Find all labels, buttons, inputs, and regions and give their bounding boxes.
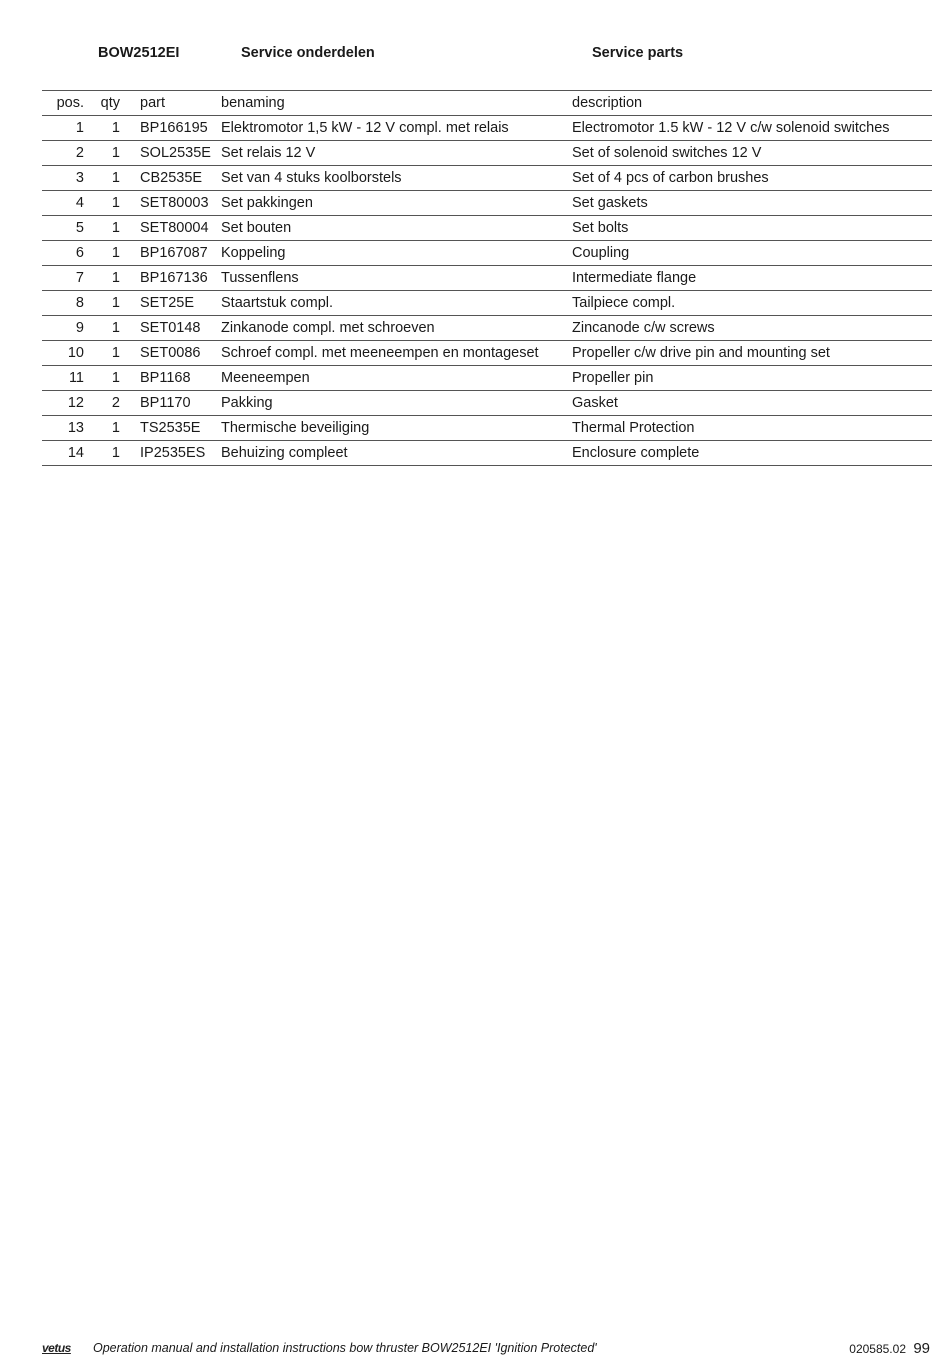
cell-pos: 10 bbox=[42, 341, 84, 366]
cell-benaming: Meeneempen bbox=[221, 366, 572, 391]
cell-description: Enclosure complete bbox=[572, 441, 932, 466]
cell-benaming: Set relais 12 V bbox=[221, 141, 572, 166]
cell-pos: 13 bbox=[42, 416, 84, 441]
cell-qty: 1 bbox=[84, 191, 120, 216]
cell-description: Set of 4 pcs of carbon brushes bbox=[572, 166, 932, 191]
title-english: Service parts bbox=[592, 45, 684, 61]
cell-benaming: Behuizing compleet bbox=[221, 441, 572, 466]
cell-description: Propeller pin bbox=[572, 366, 932, 391]
cell-benaming: Pakking bbox=[221, 391, 572, 416]
cell-description: Coupling bbox=[572, 241, 932, 266]
cell-qty: 1 bbox=[84, 416, 120, 441]
cell-description: Thermal Protection bbox=[572, 416, 932, 441]
model-title: BOW2512EI bbox=[98, 45, 180, 61]
cell-part: BP166195 bbox=[120, 116, 221, 141]
cell-benaming: Staartstuk compl. bbox=[221, 291, 572, 316]
column-header-benaming: benaming bbox=[221, 91, 572, 116]
document-number: 020585.02 bbox=[849, 1342, 906, 1356]
cell-benaming: Elektromotor 1,5 kW - 12 V compl. met relais bbox=[221, 116, 572, 141]
footer-title: Operation manual and installation instructions bow thruster BOW2512EI 'Ignition Protected' bbox=[93, 1341, 597, 1355]
page-header bbox=[0, 45, 950, 67]
table-row bbox=[42, 116, 932, 141]
cell-qty: 1 bbox=[84, 141, 120, 166]
table-row bbox=[42, 241, 932, 266]
cell-qty: 1 bbox=[84, 366, 120, 391]
cell-qty: 1 bbox=[84, 341, 120, 366]
cell-pos: 1 bbox=[42, 116, 84, 141]
cell-pos: 3 bbox=[42, 166, 84, 191]
cell-part: SET0086 bbox=[120, 341, 221, 366]
cell-qty: 1 bbox=[84, 166, 120, 191]
cell-part: SET25E bbox=[120, 291, 221, 316]
cell-description: Propeller c/w drive pin and mounting set bbox=[572, 341, 932, 366]
cell-description: Set bolts bbox=[572, 216, 932, 241]
cell-pos: 4 bbox=[42, 191, 84, 216]
cell-part: SET80003 bbox=[120, 191, 221, 216]
cell-qty: 1 bbox=[84, 316, 120, 341]
cell-description: Electromotor 1.5 kW - 12 V c/w solenoid switches bbox=[572, 116, 932, 141]
cell-part: IP2535ES bbox=[120, 441, 221, 466]
table-row bbox=[42, 266, 932, 291]
table-row bbox=[42, 191, 932, 216]
vetus-logo: vetus bbox=[42, 1341, 71, 1355]
table-row bbox=[42, 391, 932, 416]
cell-pos: 2 bbox=[42, 141, 84, 166]
page-footer bbox=[0, 1340, 950, 1360]
table-row bbox=[42, 341, 932, 366]
cell-description: Tailpiece compl. bbox=[572, 291, 932, 316]
cell-benaming: Zinkanode compl. met schroeven bbox=[221, 316, 572, 341]
title-dutch: Service onderdelen bbox=[241, 45, 375, 61]
cell-qty: 1 bbox=[84, 241, 120, 266]
table-row bbox=[42, 366, 932, 391]
cell-benaming: Schroef compl. met meeneempen en montageset bbox=[221, 341, 572, 366]
table-body bbox=[42, 116, 932, 466]
cell-pos: 5 bbox=[42, 216, 84, 241]
column-header-part: part bbox=[120, 91, 221, 116]
page-number: 99 bbox=[913, 1340, 930, 1357]
column-header-pos: pos. bbox=[42, 91, 84, 116]
table-header-row bbox=[42, 91, 932, 116]
table-row bbox=[42, 166, 932, 191]
cell-qty: 1 bbox=[84, 291, 120, 316]
table-row bbox=[42, 141, 932, 166]
cell-part: BP167136 bbox=[120, 266, 221, 291]
table-row bbox=[42, 291, 932, 316]
service-parts-table bbox=[42, 90, 932, 466]
cell-qty: 1 bbox=[84, 116, 120, 141]
cell-description: Set of solenoid switches 12 V bbox=[572, 141, 932, 166]
cell-pos: 8 bbox=[42, 291, 84, 316]
cell-part: CB2535E bbox=[120, 166, 221, 191]
cell-description: Set gaskets bbox=[572, 191, 932, 216]
cell-qty: 1 bbox=[84, 441, 120, 466]
cell-qty: 1 bbox=[84, 216, 120, 241]
table-row bbox=[42, 416, 932, 441]
cell-pos: 14 bbox=[42, 441, 84, 466]
cell-pos: 12 bbox=[42, 391, 84, 416]
table-row bbox=[42, 316, 932, 341]
cell-pos: 9 bbox=[42, 316, 84, 341]
cell-part: BP167087 bbox=[120, 241, 221, 266]
cell-part: TS2535E bbox=[120, 416, 221, 441]
cell-benaming: Set bouten bbox=[221, 216, 572, 241]
cell-description: Zincanode c/w screws bbox=[572, 316, 932, 341]
table-row bbox=[42, 441, 932, 466]
cell-benaming: Thermische beveiliging bbox=[221, 416, 572, 441]
cell-part: SET0148 bbox=[120, 316, 221, 341]
column-header-qty: qty bbox=[84, 91, 120, 116]
cell-benaming: Set van 4 stuks koolborstels bbox=[221, 166, 572, 191]
cell-part: BP1170 bbox=[120, 391, 221, 416]
cell-description: Intermediate flange bbox=[572, 266, 932, 291]
cell-pos: 11 bbox=[42, 366, 84, 391]
column-header-description: description bbox=[572, 91, 932, 116]
cell-part: SOL2535E bbox=[120, 141, 221, 166]
cell-part: SET80004 bbox=[120, 216, 221, 241]
table-row bbox=[42, 216, 932, 241]
cell-description: Gasket bbox=[572, 391, 932, 416]
cell-pos: 6 bbox=[42, 241, 84, 266]
cell-benaming: Set pakkingen bbox=[221, 191, 572, 216]
cell-benaming: Koppeling bbox=[221, 241, 572, 266]
cell-qty: 1 bbox=[84, 266, 120, 291]
cell-pos: 7 bbox=[42, 266, 84, 291]
cell-qty: 2 bbox=[84, 391, 120, 416]
cell-part: BP1168 bbox=[120, 366, 221, 391]
cell-benaming: Tussenflens bbox=[221, 266, 572, 291]
